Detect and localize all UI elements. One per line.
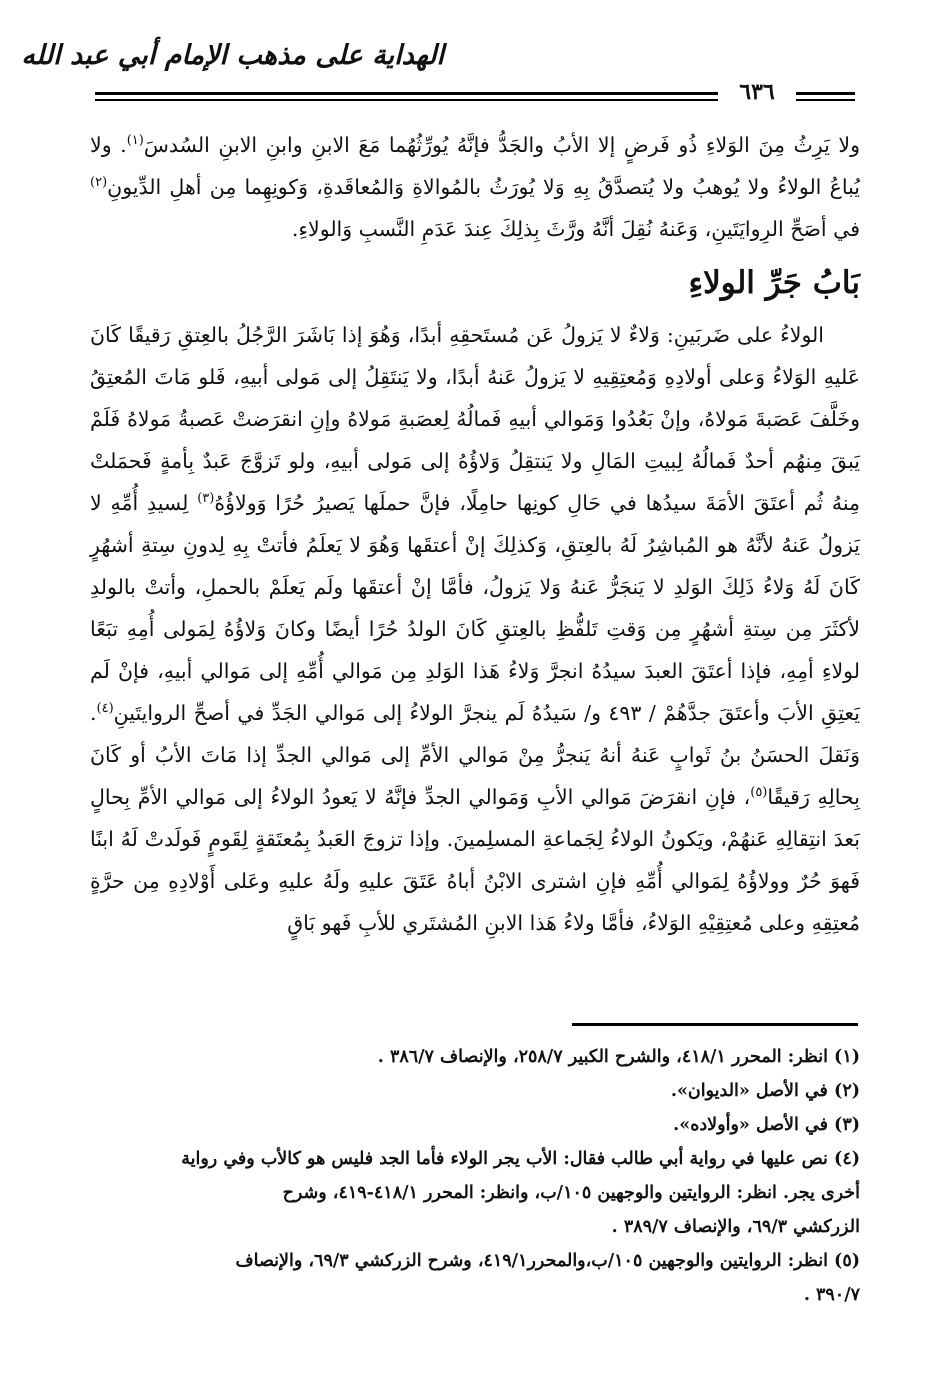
footnote-ref-1: (١) xyxy=(126,133,144,149)
footnote-3 xyxy=(88,1108,860,1142)
footnote-number: (٢) xyxy=(834,1081,860,1101)
paragraph-1-text-b: . ولا يُباعُ الولاءُ ولا يُوهبُ ولا يُتصدَّقُ بِهِ وَلا يُورَثُ بالمُوالاةِ وَالمُعاقَدةِ، وَكونِهِما مِن أهلِ الدِّيونِ xyxy=(90,133,860,199)
footnote-2 xyxy=(88,1074,860,1108)
footnote-text: في الأصل «وأولاده». xyxy=(673,1115,828,1135)
paragraph-1 xyxy=(90,124,860,250)
footnote-4-line-3: الزركشي ٦٩/٣، والإنصاف ٣٨٩/٧ . xyxy=(611,1217,860,1237)
footnotes xyxy=(88,1040,860,1312)
running-title: الهداية على مذهب الإمام أبي عبد الله xyxy=(21,40,444,71)
paragraph-1-text-a: ولا يَرِثُ مِنَ الوَلاءِ ذُو فَرضٍ إلا الأبُ والجَدُّ فإنَّهُ يُورِّثُهُما مَعَ الابنِ وابنِ الابنِ السُدسَ xyxy=(143,133,860,157)
footnote-text: نص عليها في رواية أبي طالب فقال: الأب يجر الولاء فأما الجد فليس هو كالأب وفي رواية xyxy=(181,1149,828,1169)
paragraph-2-text-d: ، فإنِ انقرَضَ مَوالي الأبِ وَمَوالي الجدِّ فإنَّهُ لا يَعودُ الولاءُ إلى مَوالي الأمِّ بِحالٍ بَعدَ انتِقالِهِ عَنهُمْ، ويَكونُ الولاءُ لِجَماعةِ المسلِمينَ. وإذا تزوجَ العَبدُ بِمُعتَقةٍ لِقَومٍ فَولَدتْ لَهُ ابنًا فَهوَ حُرٌ وولاؤُهُ لِمَوالي أُمِّهِ فإنِ اشترى الابْنُ أباهُ عَتَقَ عليهِ ولَهُ عليهِ وعَلى أَوْلادِهِ مِن حرَّةٍ مُعتِقِهِ وعلى مُعتِقِيْهِ الوَلاءُ، فأمَّا ولاءُ هَذا الابنِ المُشتَري للأبِ فَهو بَاقٍ xyxy=(90,785,860,935)
footnote-separator xyxy=(572,1023,858,1026)
footnote-ref-3: (٣) xyxy=(197,491,215,507)
chapter-heading: بَابُ جَرِّ الولاءِ xyxy=(688,265,860,301)
footnote-text: في الأصل «الديوان». xyxy=(670,1081,828,1101)
footnote-5 xyxy=(88,1244,860,1278)
footnote-number: (٤) xyxy=(834,1149,860,1169)
footnote-text: انظر: المحرر ٤١٨/١، والشرح الكبير ٢٥٨/٧، والإنصاف ٣٨٦/٧ . xyxy=(377,1047,828,1067)
paragraph-2 xyxy=(90,314,860,944)
paragraph-1-text-c: في أصَحِّ الرِوايَتَينِ، وَعَنهُ نُقِلَ أنَّهُ ورَّثَ بِذلِكَ عِندَ عَدَمِ النَّسبِ وَالولاءِ. xyxy=(291,217,860,241)
footnote-number: (١) xyxy=(834,1047,860,1067)
footnote-text: انظر: الروايتين والوجهين ١٠٥/ب،والمحرر٤١٩/١، وشرح الزركشي ٦٩/٣، والإنصاف xyxy=(235,1251,828,1271)
main-text xyxy=(90,124,860,944)
footnote-4-line-2: أخرى يجر. انظر: الروايتين والوجهين ١٠٥/ب، وانظر: المحرر ٤١٨/١-٤١٩، وشرح xyxy=(282,1183,860,1203)
footnote-1 xyxy=(88,1040,860,1074)
paragraph-2-text-c: . وَنَقلَ الحسَنُ بنُ ثَوابٍ عَنهُ أنهُ يَنجرُّ مِنْ مَوالي الأمِّ إلى مَوالي الجدِّ إذا مَاتَ الأبُ أو كَانَ بِحالِهِ رَقيقًا xyxy=(90,701,860,809)
footnote-ref-2: (٢) xyxy=(90,175,108,191)
paragraph-2-text-a: الولاءُ على ضَربَينِ: وَلاءٌ لا يَزولُ عَن مُستَحقِهِ أبدًا، وَهُوَ إذا بَاشَرَ الرَّجُلُ بالعِتقِ رَقيقًا كَانَ عَليهِ الوَلاءُ وَعلى أولادِهِ وَمُعتِقِيهِ لا يَزولُ عَنهُ أبدًا، ولا يَنتَقِلُ إلى مَولى أبيهِ، فَلو مَاتَ المُعتِقُ وخَلَّفَ عَصَبةَ مَولاهُ، وإنْ بَعُدُوا وَمَوالي أبيهِ فَمالُهُ لِعصَبةِ مَولاهُ وإنِ انقرَضتْ عَصبةُ مَولاهُ فَلَمْ يَبقَ مِنهُم أحدٌ فَمالُهُ لِبيتِ المَالِ ولا يَنتقِلُ وَلاؤُهُ إلى مَولى أبيهِ، ولو تَزوَّجَ عَبدٌ بِأمةٍ فَحمَلتْ مِنهُ ثُم أعتَقَ الأمَةَ سيدُها في حَالِ كونِها حامِلًا، فإنَّ حملَها يَصيرُ حُرًا وَولاؤُهُ xyxy=(90,323,861,515)
footnote-4 xyxy=(88,1142,860,1176)
footnote-number: (٣) xyxy=(834,1115,860,1135)
paragraph-2-text-b: لِسيدِ أُمِّهِ لا يَزولُ عَنهُ لأنَّهُ هو المُباشِرُ لَهُ بالعِتقِ، وَكذلِكَ إنْ أعتقَها وَهُوَ لا يَعلَمُ فأتتْ بِهِ لِدونِ سِتةِ أشهُرٍ كَانَ لَهُ وَلاءُ ذَلِكَ الوَلدِ لا يَنجَرُّ عَنهُ وَلا يَزولُ، فأمَّا إنْ أعتقَها ولَم يَعلَمْ بالحملِ، وأتتْ بالولدِ لأكثَرَ مِن سِتةِ أشهُرٍ مِن وَقتِ تَلفُّظِ بالعِتقِ كَانَ الولدُ حُرًا أيضًا وكانَ وَلاؤُهُ لِمَولى أُمِهِ تبَعًا لولاءِ أمِهِ، فإذا أعتَقَ العبدَ سيدُهُ انجرَّ وَلاءُ هَذا الوَلدِ مِن مَوالي أُمِّهِ إلى مَوالي أبيهِ، فإنْ لَم يَعتِقِ الأبَ وأعتَقَ جدَّهُمْ / ٤٩٣ و/ سَيدُهُ لَم ينجرَّ الولاءُ إلى مَوالي الجَدِّ في أصحِّ الروايتَينِ xyxy=(90,491,860,725)
page-number: ٦٣٦ xyxy=(718,79,796,109)
footnote-ref-5: (٥) xyxy=(750,785,768,801)
footnote-5-line-2: ٣٩٠/٧ . xyxy=(803,1285,860,1305)
footnote-ref-4: (٤) xyxy=(96,701,114,717)
footnote-number: (٥) xyxy=(834,1251,860,1271)
